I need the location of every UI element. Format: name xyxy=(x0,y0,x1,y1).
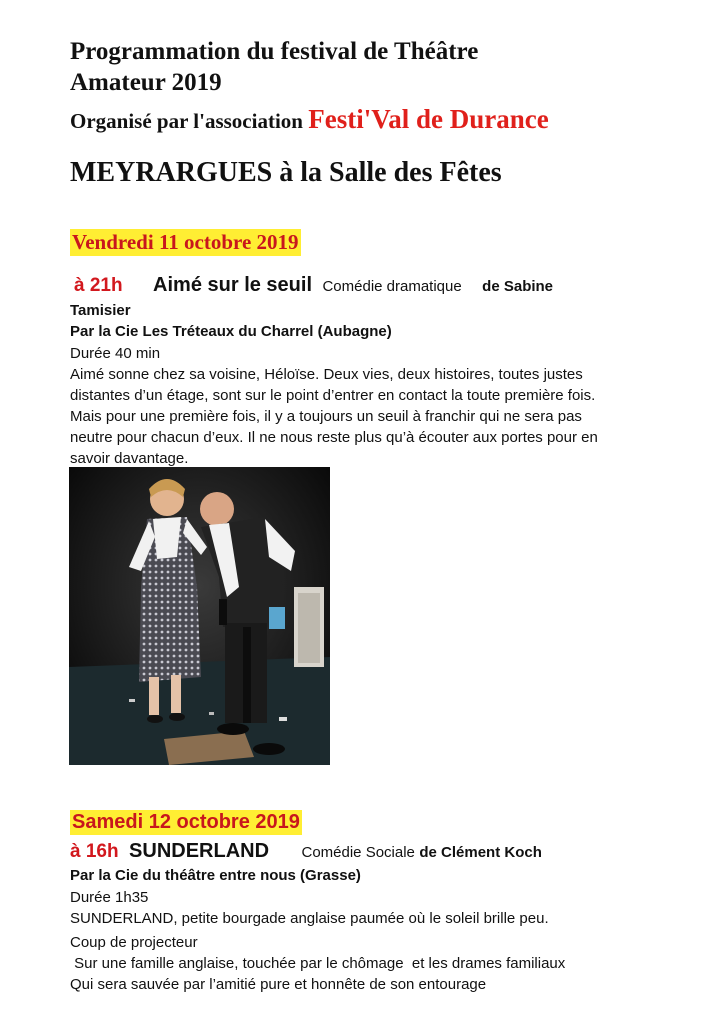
event1-title: Aimé sur le seuil xyxy=(153,274,313,296)
event1-author-cont: Tamisier xyxy=(70,302,131,319)
festival-title-line2: Amateur 2019 xyxy=(70,69,222,96)
festival-title-line1: Programmation du festival de Théâtre xyxy=(70,38,479,65)
play-photo xyxy=(69,467,330,765)
event2-company: Par la Cie du théâtre entre nous (Grasse) xyxy=(70,867,361,884)
event2-title: SUNDERLAND xyxy=(129,840,270,862)
event2-description-line: Sur une famille anglaise, touchée par le chômage et les drames familiaux xyxy=(70,955,566,972)
event1-description xyxy=(70,364,670,469)
event1-date: Vendredi 11 octobre 2019 xyxy=(72,230,299,254)
event1-genre: Comédie dramatique xyxy=(322,278,462,295)
festival-title xyxy=(70,36,478,98)
event1-description-line: Aimé sonne chez sa voisine, Héloïse. Deux vies, deux histoires, toutes justes xyxy=(70,366,583,383)
event1-heading xyxy=(70,274,553,297)
venue-heading: MEYRARGUES à la Salle des Fêtes xyxy=(70,157,502,188)
event1-description-line: distantes d’un étage, sont sur le point d’entrer en contact la toute première fois. xyxy=(70,387,596,404)
event1-company: Par la Cie Les Tréteaux du Charrel (Aubagne) xyxy=(70,323,392,340)
event2-description-line: SUNDERLAND, petite bourgade anglaise paumée où le soleil brille peu. xyxy=(70,910,549,927)
organizer-name: Festi'Val de Durance xyxy=(308,104,549,134)
play-photo-illustration xyxy=(69,467,330,765)
event2-time: à 16h xyxy=(70,841,119,862)
event2-genre: Comédie Sociale xyxy=(301,844,415,861)
event1-description-line: savoir davantage. xyxy=(70,450,189,467)
organizer-prefix: Organisé par l'association xyxy=(70,109,303,133)
event2-heading xyxy=(70,840,542,863)
event1-duration: Durée 40 min xyxy=(70,345,161,362)
event1-description-line: neutre pour chacun d’eux. Il ne nous reste plus qu’à écouter aux portes pour en xyxy=(70,429,598,446)
event2-description-line: Qui sera sauvée par l’amitié pure et honnête de son entourage xyxy=(70,976,487,993)
event2-duration: Durée 1h35 xyxy=(70,889,149,906)
event2-description-line: Coup de projecteur xyxy=(70,934,198,951)
event2-date: Samedi 12 octobre 2019 xyxy=(72,811,300,833)
event1-description-line: Mais pour une première fois, il y a toujours un seuil à franchir qui ne sera pas xyxy=(70,408,582,425)
event1-author: de Sabine xyxy=(482,278,554,295)
organizer-line xyxy=(70,104,549,135)
event2-author: de Clément Koch xyxy=(419,844,542,861)
event1-time: à 21h xyxy=(74,275,123,296)
